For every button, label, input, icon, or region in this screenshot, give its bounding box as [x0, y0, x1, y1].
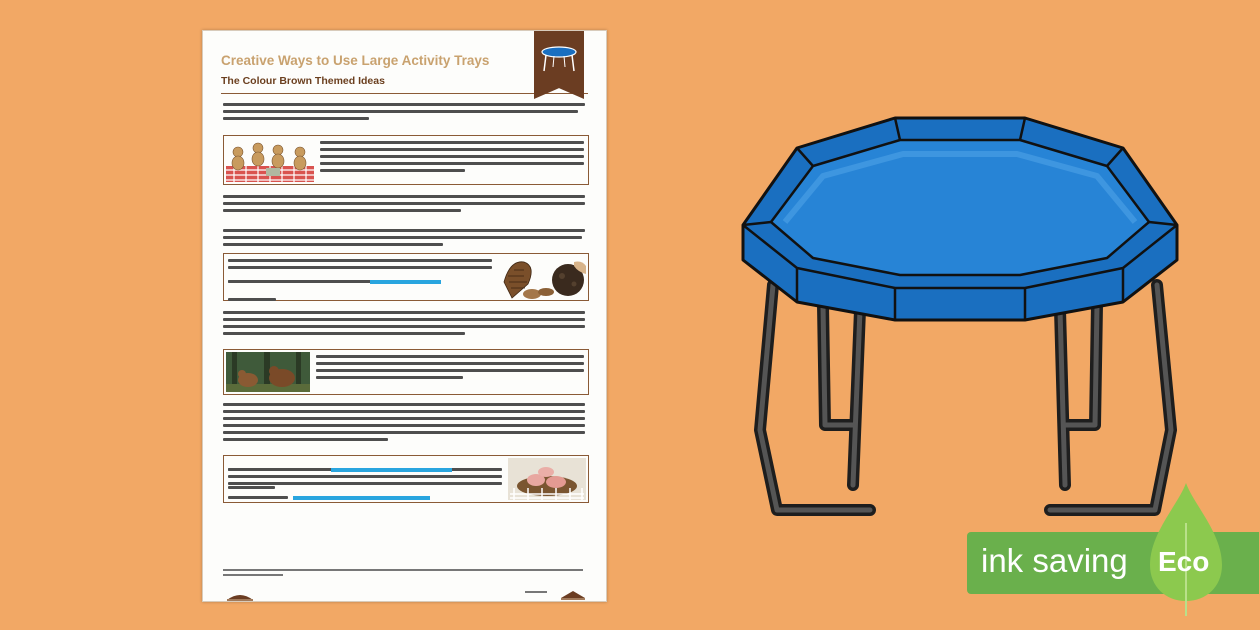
activity-tray-illustration — [735, 110, 1185, 520]
idea-block-1 — [223, 103, 589, 124]
footer-logo-right — [559, 589, 587, 607]
idea-block-4 — [223, 229, 589, 250]
teddy-bears-picnic-image — [226, 138, 314, 182]
pigs-mud-image — [508, 458, 586, 500]
idea-block-3 — [223, 195, 589, 216]
idea-block-8 — [223, 403, 589, 445]
mud-pie-recipe-link[interactable] — [370, 280, 441, 284]
idea-block-2 — [223, 135, 589, 185]
idea-block-7 — [223, 349, 589, 395]
title-divider — [221, 93, 588, 94]
page-subtitle: The Colour Brown Themed Ideas — [221, 75, 385, 87]
idea-block-9 — [223, 455, 589, 503]
footnote — [223, 569, 583, 579]
header-ribbon — [534, 31, 584, 99]
footer-credit — [525, 591, 547, 593]
activity-tray-icon — [539, 45, 579, 73]
idea-block-6 — [223, 311, 589, 339]
animal-paw-print-link[interactable] — [293, 496, 430, 500]
ink-saving-label: ink saving — [981, 542, 1128, 579]
idea-block-5 — [223, 253, 589, 301]
messy-mud-playdough-link[interactable] — [331, 468, 452, 472]
bears-forest-image — [226, 352, 310, 392]
eco-label: Eco — [1158, 546, 1210, 577]
page-title: Creative Ways to Use Large Activity Trays — [221, 53, 490, 68]
footer-logo-left — [225, 589, 255, 607]
pinecones-soil-image — [502, 256, 586, 300]
document-page — [202, 30, 607, 602]
